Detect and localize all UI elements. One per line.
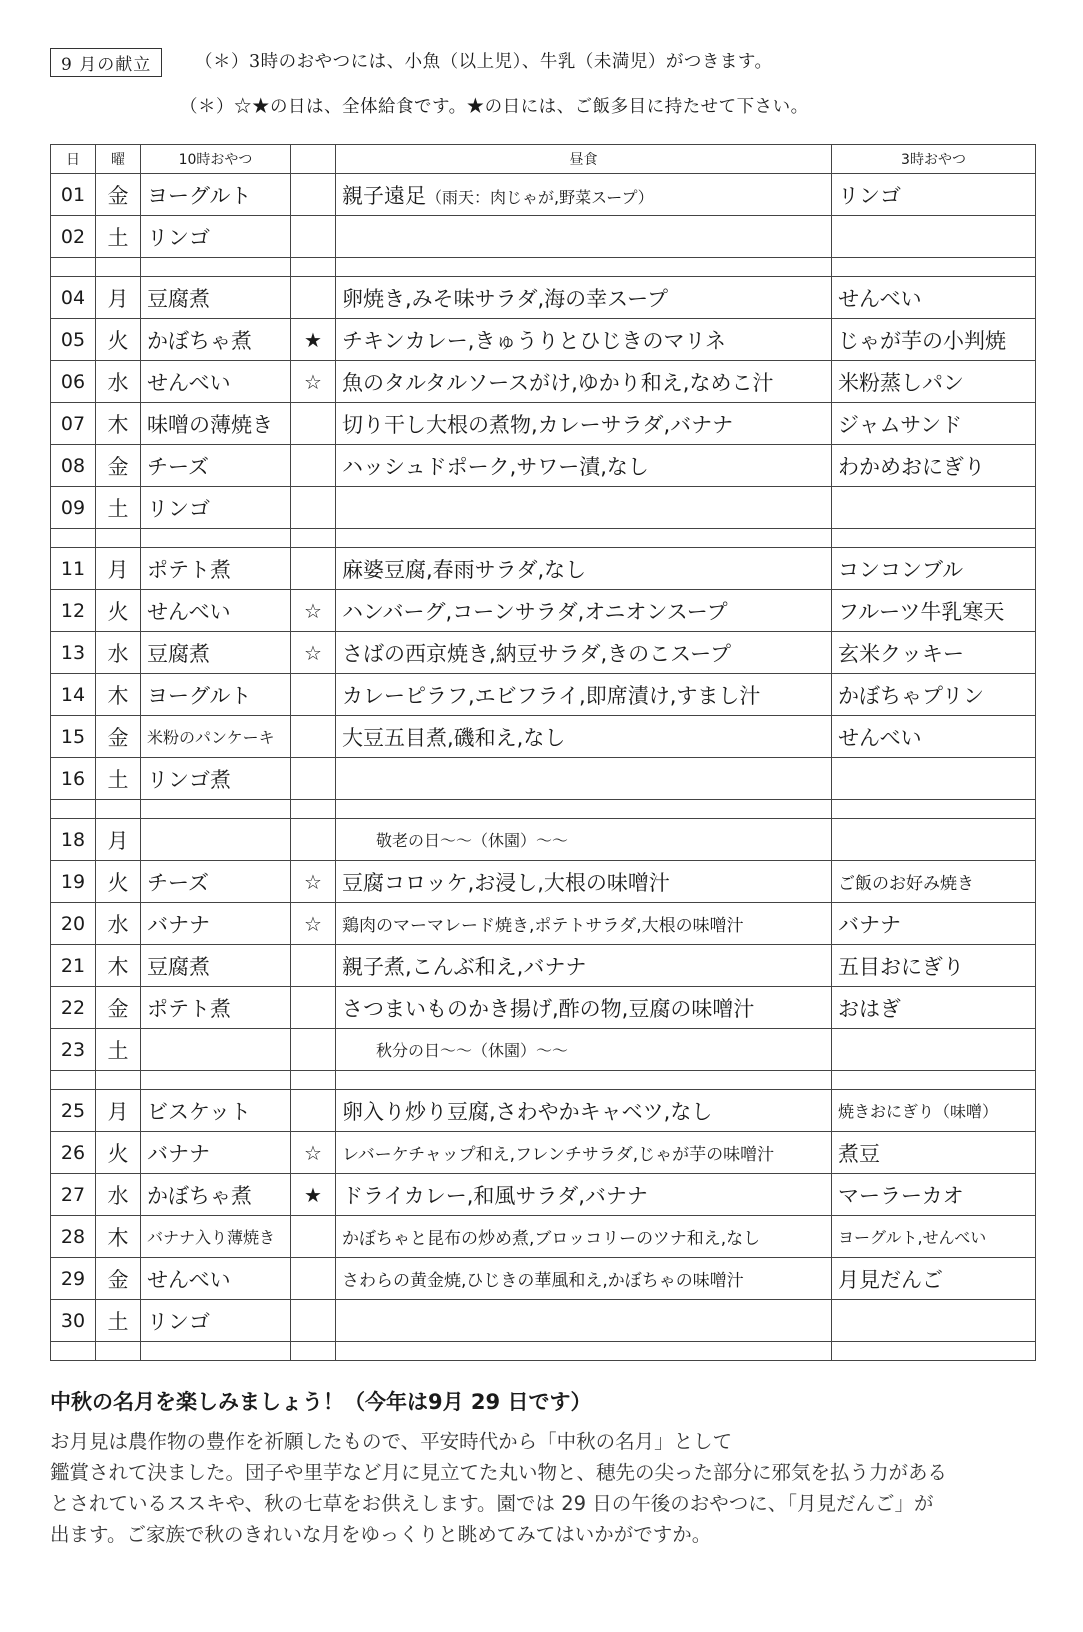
lunch-mark-cell: ☆ — [291, 861, 336, 903]
header-pm-snack: 3時おやつ — [832, 145, 1036, 174]
pm-snack-cell — [832, 1029, 1036, 1071]
table-row — [51, 319, 1036, 361]
am-snack-cell: リンゴ — [141, 487, 291, 529]
pm-snack-cell: わかめおにぎり — [832, 445, 1036, 487]
lunch-cell: 豆腐コロッケ,お浸し,大根の味噌汁 — [336, 861, 832, 903]
day-cell: 14 — [51, 674, 96, 716]
pm-snack-cell: せんべい — [832, 277, 1036, 319]
pm-snack-cell: フルーツ牛乳寒天 — [832, 590, 1036, 632]
am-snack-cell: バナナ — [141, 903, 291, 945]
day-cell: 06 — [51, 361, 96, 403]
lunch-mark-cell — [291, 1090, 336, 1132]
gap-cell — [141, 800, 291, 819]
header-lunch: 昼食 — [336, 145, 832, 174]
lunch-mark-cell — [291, 819, 336, 861]
lunch-cell: ハンバーグ,コーンサラダ,オニオンスープ — [336, 590, 832, 632]
day-cell: 11 — [51, 548, 96, 590]
lunch-cell: 卵焼き,みそ味サラダ,海の幸スープ — [336, 277, 832, 319]
day-cell: 22 — [51, 987, 96, 1029]
gap-cell — [832, 1342, 1036, 1361]
lunch-mark-cell — [291, 216, 336, 258]
table-row — [51, 216, 1036, 258]
day-cell: 23 — [51, 1029, 96, 1071]
weekday-cell: 火 — [96, 861, 141, 903]
paragraph-line: 鑑賞されて決ました。団子や里芋など月に見立てた丸い物と、穂先の尖った部分に邪気を払う力がある — [50, 1461, 948, 1484]
paragraph-line: とされているススキや、秋の七草をお供えします。園では 29 日の午後のおやつに、「月見だんご」が — [50, 1492, 934, 1515]
holiday-note: 敬老の日～～（休園）～～ — [336, 819, 832, 861]
am-snack-cell: かぼちゃ煮 — [141, 1174, 291, 1216]
am-snack-cell: リンゴ — [141, 1300, 291, 1342]
pm-snack-cell: コンコンブル — [832, 548, 1036, 590]
gap-cell — [291, 1071, 336, 1090]
day-cell: 18 — [51, 819, 96, 861]
day-cell: 30 — [51, 1300, 96, 1342]
table-gap-row — [51, 800, 1036, 819]
lunch-cell: ドライカレー,和風サラダ,バナナ — [336, 1174, 832, 1216]
am-snack-cell: ポテト煮 — [141, 548, 291, 590]
table-row — [51, 945, 1036, 987]
day-cell: 05 — [51, 319, 96, 361]
table-row — [51, 987, 1036, 1029]
weekday-cell: 金 — [96, 987, 141, 1029]
lunch-cell: かぼちゃと昆布の炒め煮,ブロッコリーのツナ和え,なし — [336, 1216, 832, 1258]
weekday-cell: 月 — [96, 1090, 141, 1132]
gap-cell — [336, 1342, 832, 1361]
weekday-cell: 水 — [96, 632, 141, 674]
section-heading: 中秋の名月を楽しみましょう！（今年は9月 29 日です） — [50, 1390, 592, 1414]
weekday-cell: 火 — [96, 1132, 141, 1174]
am-snack-cell: 豆腐煮 — [141, 945, 291, 987]
page-title: 9 月の献立 — [50, 48, 162, 77]
table-row — [51, 1174, 1036, 1216]
gap-cell — [141, 258, 291, 277]
lunch-main: 親子遠足 — [342, 183, 426, 208]
day-cell: 04 — [51, 277, 96, 319]
gap-cell — [96, 258, 141, 277]
pm-snack-cell — [832, 758, 1036, 800]
weekday-cell: 土 — [96, 758, 141, 800]
pm-snack-cell: 五目おにぎり — [832, 945, 1036, 987]
am-snack-cell — [141, 1029, 291, 1071]
weekday-cell: 木 — [96, 1216, 141, 1258]
header-day: 日 — [51, 145, 96, 174]
pm-snack-cell: せんべい — [832, 716, 1036, 758]
table-gap-row — [51, 258, 1036, 277]
table-row — [51, 590, 1036, 632]
am-snack-cell: せんべい — [141, 590, 291, 632]
day-cell: 28 — [51, 1216, 96, 1258]
lunch-mark-cell — [291, 277, 336, 319]
table-row — [51, 1090, 1036, 1132]
pm-snack-cell: 焼きおにぎり（味噌） — [832, 1090, 1036, 1132]
pm-snack-cell: かぼちゃプリン — [832, 674, 1036, 716]
menu-table — [50, 144, 1036, 1361]
gap-cell — [51, 529, 96, 548]
table-row — [51, 277, 1036, 319]
day-cell: 13 — [51, 632, 96, 674]
menu-table-body — [51, 174, 1036, 1361]
pm-snack-cell: 玄米クッキー — [832, 632, 1036, 674]
gap-cell — [832, 800, 1036, 819]
lunch-mark-cell — [291, 1216, 336, 1258]
lunch-mark-cell: ★ — [291, 319, 336, 361]
lunch-mark-cell: ☆ — [291, 632, 336, 674]
am-snack-cell — [141, 819, 291, 861]
weekday-cell: 土 — [96, 487, 141, 529]
weekday-cell: 木 — [96, 403, 141, 445]
gap-cell — [51, 1071, 96, 1090]
table-row — [51, 1258, 1036, 1300]
weekday-cell: 水 — [96, 361, 141, 403]
lunch-mark-cell — [291, 758, 336, 800]
lunch-cell: さばの西京焼き,納豆サラダ,きのこスープ — [336, 632, 832, 674]
table-row — [51, 1029, 1036, 1071]
table-row — [51, 1300, 1036, 1342]
table-row — [51, 548, 1036, 590]
gap-cell — [96, 529, 141, 548]
weekday-cell: 金 — [96, 716, 141, 758]
gap-cell — [51, 800, 96, 819]
table-row — [51, 1132, 1036, 1174]
day-cell: 21 — [51, 945, 96, 987]
lunch-cell — [336, 758, 832, 800]
gap-cell — [291, 1342, 336, 1361]
day-cell: 12 — [51, 590, 96, 632]
gap-cell — [291, 529, 336, 548]
table-row — [51, 758, 1036, 800]
pm-snack-cell: ジャムサンド — [832, 403, 1036, 445]
lunch-cell: 大豆五目煮,磯和え,なし — [336, 716, 832, 758]
table-row — [51, 819, 1036, 861]
lunch-mark-cell — [291, 403, 336, 445]
gap-cell — [832, 529, 1036, 548]
lunch-cell: 鶏肉のマーマレード焼き,ポテトサラダ,大根の味噌汁 — [336, 903, 832, 945]
weekday-cell: 土 — [96, 1029, 141, 1071]
lunch-cell — [336, 174, 832, 216]
am-snack-cell: かぼちゃ煮 — [141, 319, 291, 361]
lunch-mark-cell — [291, 548, 336, 590]
table-row — [51, 903, 1036, 945]
lunch-cell: ハッシュドポーク,サワー漬,なし — [336, 445, 832, 487]
pm-snack-cell — [832, 216, 1036, 258]
am-snack-cell: ヨーグルト — [141, 174, 291, 216]
weekday-cell: 月 — [96, 277, 141, 319]
lunch-mark-cell: ★ — [291, 1174, 336, 1216]
lunch-cell — [336, 1300, 832, 1342]
weekday-cell: 木 — [96, 674, 141, 716]
gap-cell — [832, 1071, 1036, 1090]
pm-snack-cell: リンゴ — [832, 174, 1036, 216]
gap-cell — [336, 1071, 832, 1090]
pm-snack-cell: 月見だんご — [832, 1258, 1036, 1300]
am-snack-cell: ビスケット — [141, 1090, 291, 1132]
lunch-mark-cell — [291, 1029, 336, 1071]
holiday-note: 秋分の日～～（休園）～～ — [336, 1029, 832, 1071]
am-snack-cell: ポテト煮 — [141, 987, 291, 1029]
weekday-cell: 木 — [96, 945, 141, 987]
am-snack-cell: 豆腐煮 — [141, 277, 291, 319]
lunch-mark-cell — [291, 674, 336, 716]
gap-cell — [141, 1071, 291, 1090]
lunch-mark-cell — [291, 1300, 336, 1342]
am-snack-cell: チーズ — [141, 445, 291, 487]
weekday-cell: 火 — [96, 319, 141, 361]
lunch-mark-cell: ☆ — [291, 903, 336, 945]
lunch-cell: カレーピラフ,エビフライ,即席漬け,すまし汁 — [336, 674, 832, 716]
weekday-cell: 月 — [96, 548, 141, 590]
am-snack-cell: せんべい — [141, 1258, 291, 1300]
am-snack-cell: ヨーグルト — [141, 674, 291, 716]
weekday-cell: 月 — [96, 819, 141, 861]
day-cell: 25 — [51, 1090, 96, 1132]
lunch-cell: 親子煮,こんぶ和え,バナナ — [336, 945, 832, 987]
lunch-cell: レバーケチャップ和え,フレンチサラダ,じゃが芋の味噌汁 — [336, 1132, 832, 1174]
paragraph-line: お月見は農作物の豊作を祈願したもので、平安時代から「中秋の名月」として — [50, 1430, 733, 1453]
lunch-cell: 麻婆豆腐,春雨サラダ,なし — [336, 548, 832, 590]
table-gap-row — [51, 1342, 1036, 1361]
gap-cell — [96, 1071, 141, 1090]
lunch-cell: 卵入り炒り豆腐,さわやかキャベツ,なし — [336, 1090, 832, 1132]
am-snack-cell: 米粉のパンケーキ — [141, 716, 291, 758]
gap-cell — [832, 258, 1036, 277]
pm-snack-cell: バナナ — [832, 903, 1036, 945]
note-snack: （＊）3時のおやつには、小魚（以上児）、牛乳（未満児）がつきます。 — [195, 52, 773, 72]
lunch-cell: チキンカレー,きゅうりとひじきのマリネ — [336, 319, 832, 361]
table-row — [51, 445, 1036, 487]
lunch-rain-alternative: （雨天：肉じゃが,野菜スープ） — [426, 187, 654, 207]
day-cell: 16 — [51, 758, 96, 800]
day-cell: 26 — [51, 1132, 96, 1174]
pm-snack-cell — [832, 1300, 1036, 1342]
weekday-cell: 金 — [96, 1258, 141, 1300]
table-row — [51, 174, 1036, 216]
lunch-cell: さつまいものかき揚げ,酢の物,豆腐の味噌汁 — [336, 987, 832, 1029]
am-snack-cell: リンゴ — [141, 216, 291, 258]
weekday-cell: 水 — [96, 1174, 141, 1216]
pm-snack-cell: マーラーカオ — [832, 1174, 1036, 1216]
gap-cell — [336, 258, 832, 277]
lunch-cell — [336, 487, 832, 529]
note-school-lunch: （＊）☆★の日は、全体給食です。★の日には、ご飯多目に持たせて下さい。 — [180, 97, 809, 117]
lunch-mark-cell — [291, 174, 336, 216]
day-cell: 02 — [51, 216, 96, 258]
gap-cell — [51, 258, 96, 277]
table-row — [51, 361, 1036, 403]
gap-cell — [336, 800, 832, 819]
day-cell: 20 — [51, 903, 96, 945]
lunch-cell: さわらの黄金焼,ひじきの華風和え,かぼちゃの味噌汁 — [336, 1258, 832, 1300]
table-row — [51, 716, 1036, 758]
day-cell: 15 — [51, 716, 96, 758]
pm-snack-cell: ご飯のお好み焼き — [832, 861, 1036, 903]
lunch-cell: 魚のタルタルソースがけ,ゆかり和え,なめこ汁 — [336, 361, 832, 403]
gap-cell — [291, 258, 336, 277]
lunch-mark-cell — [291, 987, 336, 1029]
pm-snack-cell: じゃが芋の小判焼 — [832, 319, 1036, 361]
table-row — [51, 861, 1036, 903]
pm-snack-cell: ヨーグルト,せんべい — [832, 1216, 1036, 1258]
day-cell: 07 — [51, 403, 96, 445]
day-cell: 19 — [51, 861, 96, 903]
weekday-cell: 土 — [96, 1300, 141, 1342]
day-cell: 08 — [51, 445, 96, 487]
table-row — [51, 487, 1036, 529]
am-snack-cell: バナナ — [141, 1132, 291, 1174]
table-gap-row — [51, 1071, 1036, 1090]
table-row — [51, 674, 1036, 716]
day-cell: 09 — [51, 487, 96, 529]
weekday-cell: 金 — [96, 174, 141, 216]
pm-snack-cell — [832, 487, 1036, 529]
lunch-mark-cell — [291, 487, 336, 529]
day-cell: 27 — [51, 1174, 96, 1216]
lunch-mark-cell: ☆ — [291, 361, 336, 403]
lunch-mark-cell — [291, 716, 336, 758]
am-snack-cell: バナナ入り薄焼き — [141, 1216, 291, 1258]
pm-snack-cell — [832, 819, 1036, 861]
lunch-mark-cell — [291, 945, 336, 987]
table-row — [51, 403, 1036, 445]
pm-snack-cell: おはぎ — [832, 987, 1036, 1029]
table-row — [51, 632, 1036, 674]
table-row — [51, 1216, 1036, 1258]
lunch-mark-cell — [291, 445, 336, 487]
paragraph-line: 出ます。ご家族で秋のきれいな月をゆっくりと眺めてみてはいかがですか。 — [50, 1523, 712, 1546]
am-snack-cell: 味噌の薄焼き — [141, 403, 291, 445]
am-snack-cell: せんべい — [141, 361, 291, 403]
am-snack-cell: 豆腐煮 — [141, 632, 291, 674]
lunch-cell: 切り干し大根の煮物,カレーサラダ,バナナ — [336, 403, 832, 445]
weekday-cell: 金 — [96, 445, 141, 487]
table-header-row — [51, 145, 1036, 174]
weekday-cell: 火 — [96, 590, 141, 632]
am-snack-cell: チーズ — [141, 861, 291, 903]
pm-snack-cell: 煮豆 — [832, 1132, 1036, 1174]
gap-cell — [51, 1342, 96, 1361]
header-mark — [291, 145, 336, 174]
gap-cell — [336, 529, 832, 548]
header-am-snack: 10時おやつ — [141, 145, 291, 174]
lunch-cell — [336, 216, 832, 258]
gap-cell — [291, 800, 336, 819]
gap-cell — [141, 1342, 291, 1361]
lunch-mark-cell: ☆ — [291, 590, 336, 632]
gap-cell — [96, 800, 141, 819]
day-cell: 01 — [51, 174, 96, 216]
lunch-mark-cell: ☆ — [291, 1132, 336, 1174]
weekday-cell: 水 — [96, 903, 141, 945]
table-gap-row — [51, 529, 1036, 548]
header-weekday: 曜 — [96, 145, 141, 174]
section-paragraph — [50, 1426, 1035, 1550]
pm-snack-cell: 米粉蒸しパン — [832, 361, 1036, 403]
weekday-cell: 土 — [96, 216, 141, 258]
lunch-mark-cell — [291, 1258, 336, 1300]
gap-cell — [96, 1342, 141, 1361]
am-snack-cell: リンゴ煮 — [141, 758, 291, 800]
day-cell: 29 — [51, 1258, 96, 1300]
gap-cell — [141, 529, 291, 548]
